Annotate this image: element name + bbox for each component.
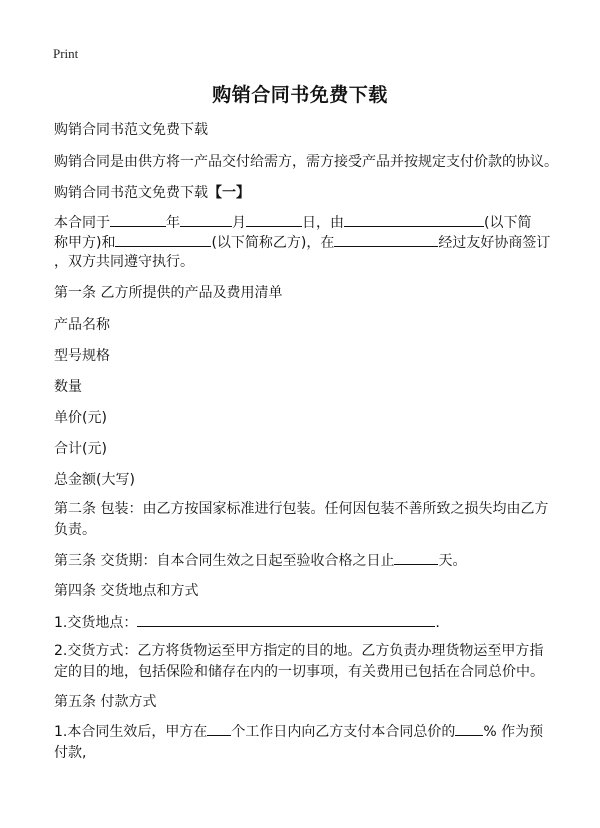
payment-text: 1.本合同生效后，甲方在 [54, 724, 208, 740]
subtitle: 购销合同书范文免费下载 [54, 122, 208, 138]
article-2: 第二条 包装：由乙方按国家标准进行包装。任何因包装不善所致之损失均由乙方负责。 [54, 501, 549, 538]
article-4-heading: 第四条 交货地点和方式 [54, 583, 199, 599]
payment-text: 个工作日内向乙方支付本合同总价的 [231, 724, 456, 740]
contract-intro-text: 经过友好协商签订 [438, 235, 551, 251]
payment-clause [54, 721, 550, 764]
contract-intro-text: 本合同于 [54, 215, 110, 231]
contract-intro-text: 月 [232, 215, 246, 231]
field-total-amount: 总金额(大写) [54, 472, 135, 488]
work-days-blank [207, 721, 231, 736]
section-heading [54, 183, 546, 203]
delivery-place-label: 1.交货地点： [54, 615, 138, 631]
section-heading-text: 购销合同书范文免费下载 [54, 185, 208, 201]
field-quantity: 数量 [54, 379, 82, 395]
delivery-place-blank [137, 612, 435, 627]
contract-intro-line-2 [54, 232, 551, 253]
day-blank [246, 212, 302, 227]
article-1-heading: 第一条 乙方所提供的产品及费用清单 [54, 285, 283, 301]
contract-intro-text: 称甲方)和 [54, 235, 116, 251]
year-blank [110, 212, 166, 227]
party-b-blank [115, 232, 211, 247]
article-3-text: 第三条 交货期：自本合同生效之日起至验收合格之日止 [54, 553, 395, 569]
contract-intro-line-3: ，双方共同遵守执行。 [54, 254, 194, 270]
field-unit-price: 单价(元) [54, 410, 107, 426]
contract-intro-text: (以下简称乙方)，在 [211, 235, 335, 251]
print-link[interactable]: Print [53, 46, 79, 61]
contract-intro-text: 年 [166, 215, 180, 231]
prepay-percent-blank [455, 721, 483, 736]
contract-intro-text: 日，由 [302, 215, 344, 231]
delivery-method: 2.交货方式：乙方将货物运至甲方指定的目的地。乙方负责办理货物运至甲方指定的目的地，包括保险和储存在内的一切事项，有关费用已包括在合同总价中。 [54, 643, 544, 680]
location-blank [334, 232, 438, 247]
intro-paragraph: 购销合同是由供方将一产品交付给需方，需方接受产品并按规定支付价款的协议。 [54, 154, 558, 170]
contract-intro-line-1 [54, 212, 546, 233]
field-subtotal: 合计(元) [54, 441, 107, 457]
article-3-text: 天。 [438, 553, 467, 569]
section-heading-bracket: 【一】 [208, 185, 250, 201]
field-product-name: 产品名称 [54, 317, 110, 333]
field-model-spec: 型号规格 [54, 348, 110, 364]
contract-intro-text: (以下简 [484, 215, 532, 231]
delivery-days-blank [394, 550, 438, 565]
delivery-place-end: . [435, 615, 440, 631]
delivery-place [54, 612, 546, 633]
article-5-heading: 第五条 付款方式 [54, 694, 157, 710]
article-3 [54, 550, 546, 571]
party-a-blank [344, 212, 484, 227]
document-title: 购销合同书免费下载 [212, 84, 388, 106]
month-blank [180, 212, 232, 227]
payment-text: % 作为预付款, [54, 724, 544, 761]
